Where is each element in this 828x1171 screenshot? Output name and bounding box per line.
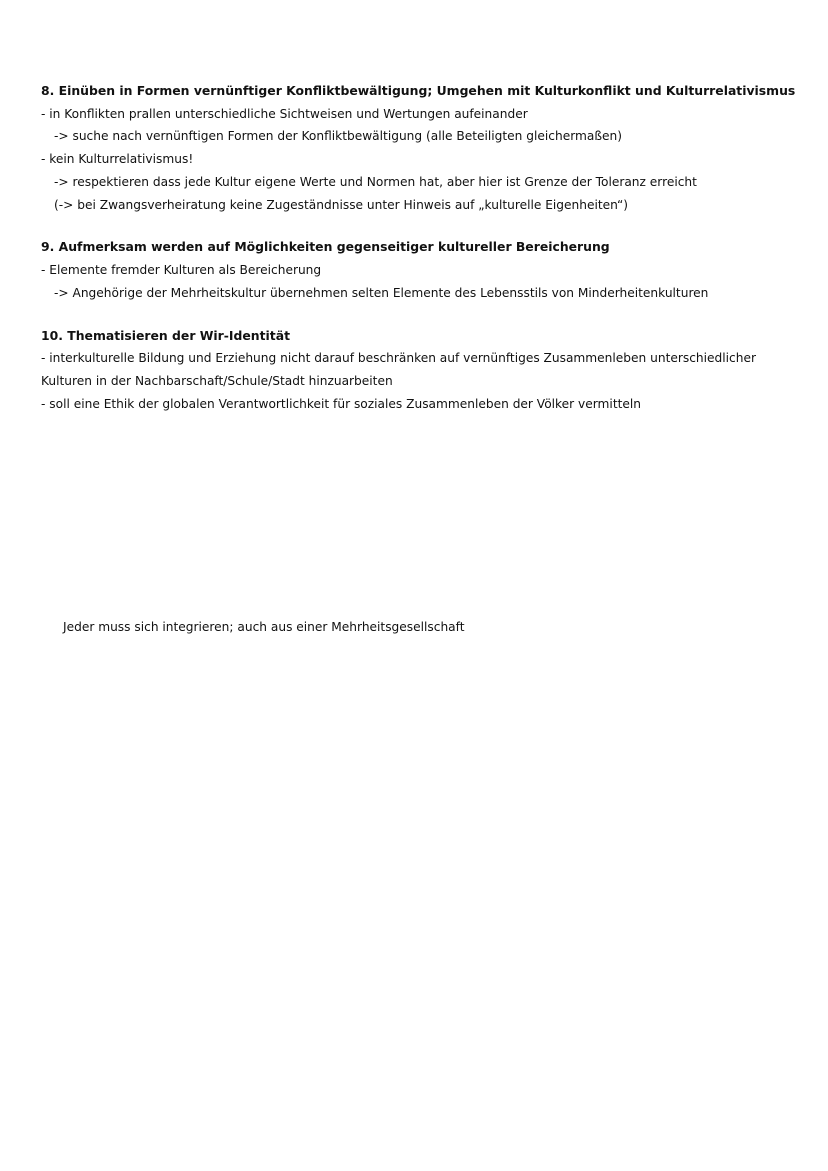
- bullet-line: - interkulturelle Bildung und Erziehung nicht darauf beschränken auf vernünftiges Zusammenleben unterschiedlicher Kulturen in der Nachbarschaft/Schule/Stadt hinzuarbeiten: [41, 351, 756, 388]
- section-heading: 9. Aufmerksam werden auf Möglichkeiten gegenseitiger kultureller Bereicherung: [41, 239, 610, 255]
- bullet-line: - kein Kulturrelativismus!: [41, 152, 194, 167]
- section-heading: 10. Thematisieren der Wir-Identität: [41, 327, 291, 343]
- bullet-line: - soll eine Ethik der globalen Verantwortlichkeit für soziales Zusammenleben der Völker vermitteln: [41, 396, 641, 411]
- example-line: (-> bei Zwangsverheiratung keine Zugeständnisse unter Hinweis auf „kulturelle Eigenheiten“): [54, 197, 629, 212]
- arrow-line: -> Angehörige der Mehrheitskultur übernehmen selten Elemente des Lebensstils von Minderheitenkulturen: [54, 285, 709, 300]
- section-10: [41, 325, 801, 416]
- arrow-line: -> respektieren dass jede Kultur eigene Werte und Normen hat, aber hier ist Grenze der Toleranz erreicht: [54, 174, 697, 189]
- integration-note: Jeder muss sich integrieren; auch aus einer Mehrheitsgesellschaft: [63, 620, 465, 634]
- section-8: [41, 80, 801, 216]
- section-9: [41, 236, 801, 304]
- bullet-line: - Elemente fremder Kulturen als Bereicherung: [41, 262, 322, 277]
- bullet-line: - in Konflikten prallen unterschiedliche Sichtweisen und Wertungen aufeinander: [41, 106, 528, 121]
- section-heading: 8. Einüben in Formen vernünftiger Konfliktbewältigung; Umgehen mit Kulturkonflikt und Kulturrelativismus: [41, 83, 796, 98]
- arrow-line: -> suche nach vernünftigen Formen der Konfliktbewältigung (alle Beteiligten gleichermaßen): [54, 129, 622, 144]
- document-body: [41, 80, 801, 435]
